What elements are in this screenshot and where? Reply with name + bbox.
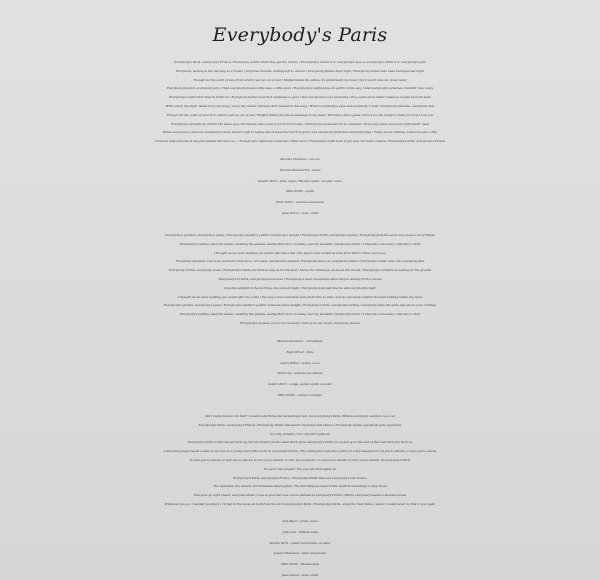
- lyric-line: Everybody's flowers, love to be received / held up to our noses, everybody's pleased / Everybody sees you, everybody smiles / Everybody's nails come out, everybody flies: [175, 259, 425, 264]
- lyric-line: Everybody's putting away the plates / washing the glasses, seeing their face / Looking over my shoulder, everybody's there / I step into a doorway, I slip into a chair: [179, 312, 421, 317]
- lyric-line: Everybody's garden, everybody's gates / Everybody's pusher's pushin' someone else's weight / Everybody's Paris, everybody's spring / everybody feels the same way about a lot of things: [163, 303, 437, 308]
- lyric-line: While every day light, while every day long / every day chasin' through dark tunnels in this song / Where everybody's eyes and everybody 's bust / Everybody universe, everybody dust: [165, 103, 435, 108]
- credit-line: Thomas Hammerton - piano: [279, 167, 321, 172]
- credit-line: Ryan Driver - flute: [286, 349, 314, 354]
- lyric-line: Everybody found it, everybody sure / Then everybody found a little less, a little more / Everybody's nightmares are gettin' in the way / And everybody's schemes crumblin' true today: [166, 86, 434, 91]
- lyric-line: Could be anybody's black day just outside the door, so... / Everybody's right now could use a little more / Everybody's right here if you give 'em half a chance / Everybody's Paris, everybody's France: [154, 139, 446, 144]
- lyric-line: Though not the point of view from which I get up out of bed / Stuffed inside the pillow, it's underneath my head / but it won't take me down today: [193, 77, 407, 82]
- credit-line: Ernie Tollar - soprano saxophone: [275, 200, 325, 205]
- credit-line: Mike Smith - bongos, triangle: [278, 392, 322, 397]
- credit-line: Joseph Shabason - tenor saxophone: [273, 551, 327, 556]
- lyric-line: The nameless, the named, the blameless dead apples / The last thing we need in this world is something to sing about: [213, 484, 387, 489]
- credit-line: Sandro Perri - conga, guitar, synth, vocoder: [267, 382, 333, 387]
- lyric-line: Everybody's flowers, love to be received / held up to our noses, everybody sneeze: [240, 320, 360, 325]
- lyric-line: Everybody's in Paris, everybody's been seen / Everybody's been recognized when they're waking from a dream: [218, 276, 382, 281]
- credit-line: Sandro Perri - guitar, harmonica, vocoder: [269, 540, 331, 545]
- lyric-line: Everybody's Paris, everybody's France / Everybody comin' when they get the chance / Everybody's notion is to everybody's way so everybody's lotion is to everybody's pain: [174, 60, 426, 64]
- lyric-line: Everybody's putting away the plates / washing the glasses, seeing their face / Looking over my shoulder, everybody's there / I step into a doorway, I slip into a chair: [179, 241, 421, 246]
- credit-line: Jesse Zubot - viola, violin: [281, 572, 319, 577]
- credit-line: Dan Bejar - lyrics, voice: [282, 519, 318, 523]
- lyric-line: Everybody waiting in the morning in a trance / forgotten dreams, nothing left to chance / Everybody flashes inner light / Everybody darker who been betrayed last night: [176, 68, 424, 73]
- lyric-line: Everybody wants to fall and get back up, but all around you the dead stack up in everybody's Paris / Look just go to the end of the road then you back up: [187, 440, 413, 445]
- lyric-line: Everybody's straight up runnin' the same way / Everybody older even if you're born today / Everybody knows but I'm so confused / Every day anew and every night feelin' used: [171, 121, 429, 126]
- lyric-line: A labouring angel needs a baby to be born to a young man with a horn in everybody's Paris / The ceiling fan looks like a plan for a sky designed to cut you to shreds, to tear you to pieces: [163, 449, 437, 454]
- lyric-line: Everybody's Paris, everybody's France / Everybody thinks this wasn't anybody's last chance / Everybody wants, everybody gets cigarettes: [198, 422, 402, 427]
- lyric-line: It's your city of light / It's your city that lights up: [264, 466, 336, 471]
- credits-section-1: [0, 154, 600, 219]
- lyric-line: Wherever you go, I wanted you there / 10 feet in the snow, an inch from the air in everybody's Paris / Everybody's Paris, along the river Seine / swore I would never do this to you again: [164, 501, 436, 506]
- lyric-line: To tear you to pieces, to tear you to pieces, to cut you to shreds, to tear you to pieces / to cut you to shreds, to tear you to shreds, in everybody's Paris: [189, 457, 411, 462]
- credit-line: Michael Davidson - vibraphone: [277, 339, 323, 343]
- lyric-line: When everyone's a pawn in everybody's chain, there's right in losing and at least that much in gain / Cus everybody finds that everybody flips / Today you're rushing, tomorrow just a drip: [163, 130, 437, 135]
- lyric-line: Though not the point of view from which I get up out of bed / Stuffed inside the pillow, sideways in my head / Morning's still a game, there's no one really to blame for how I love you: [166, 112, 434, 117]
- lyric-line: Everyone go right ahead, everyone shred / Love is good but love can be wielded in everybody's Paris / Where everybody haunts a haunted house: [193, 493, 407, 498]
- credits-section-3: [0, 516, 600, 580]
- lyrics-section-2: [0, 231, 600, 328]
- credit-line: Sandro Perri - bass, organ, Rhodes, synth, vocoder, voice: [258, 178, 342, 183]
- page-title: Everybody's Paris: [212, 24, 388, 46]
- lyric-line: I thought as we were walking you would offer me a line / the way a lover somehow does from time to time / but noo-o: [213, 250, 387, 255]
- credit-line: Jesse Zubot - viola, violin: [281, 210, 319, 215]
- lyric-line: Did I really mean to do that? / London and Rome feel sickeningly real, not everybody's Paris / Where everybody wants to be a cat: [205, 414, 395, 418]
- credits-section-2: [0, 336, 600, 401]
- lyric-line: Everybody's softer than they're lettin' on / Everybody harder now that loneliness is gone / Not everybody's over yesterday / It's a spell we're under, keeps us caught up in its sway: [169, 95, 431, 100]
- lyric-line: Everybody circles, everybody bows / Everybody's hands are held as long as it's allowed / Above the chimneys, up above the clouds / Everybody's airplane is looking for the ground: [168, 268, 432, 273]
- credit-line: Andre Ethier - lyrics, voice: [280, 360, 320, 365]
- credit-line: Josh Cole - fretless bass: [282, 529, 318, 534]
- lyrics-section-3: [0, 412, 600, 509]
- lyric-line: Like the sunlight in the morning, the stars at night / Everybody feels just like me and everybody's right: [224, 285, 376, 290]
- lyrics-section-1: [0, 58, 600, 146]
- credit-line: Maxime Chamoux - tin can: [280, 157, 320, 161]
- lyric-line: In a city of lights / In a city that lights up: [269, 431, 331, 436]
- credit-line: Mike Smith - synth: [286, 189, 314, 194]
- lyric-line: Everybody's Paris, everybody's France / Everybody thinks this was everybody's last chance: [233, 475, 367, 480]
- lyric-line: Everybody's gardens, everybody's gates / Everybody's pusher's pushin' everybody's weight / Everybody's Paris, everybody's spring / Everybody feels the same way about a lot of things: [165, 233, 435, 237]
- lyric-line: I thought as we were walking you would offer me a line / the way a lover somehow does from time to time / but no one takes comfort in lovers holding hands any more: [177, 294, 423, 299]
- credit-line: Mike Smith - Rhodes bass: [280, 562, 320, 567]
- credit-line: Karen Ng - soprano saxophone: [277, 371, 323, 376]
